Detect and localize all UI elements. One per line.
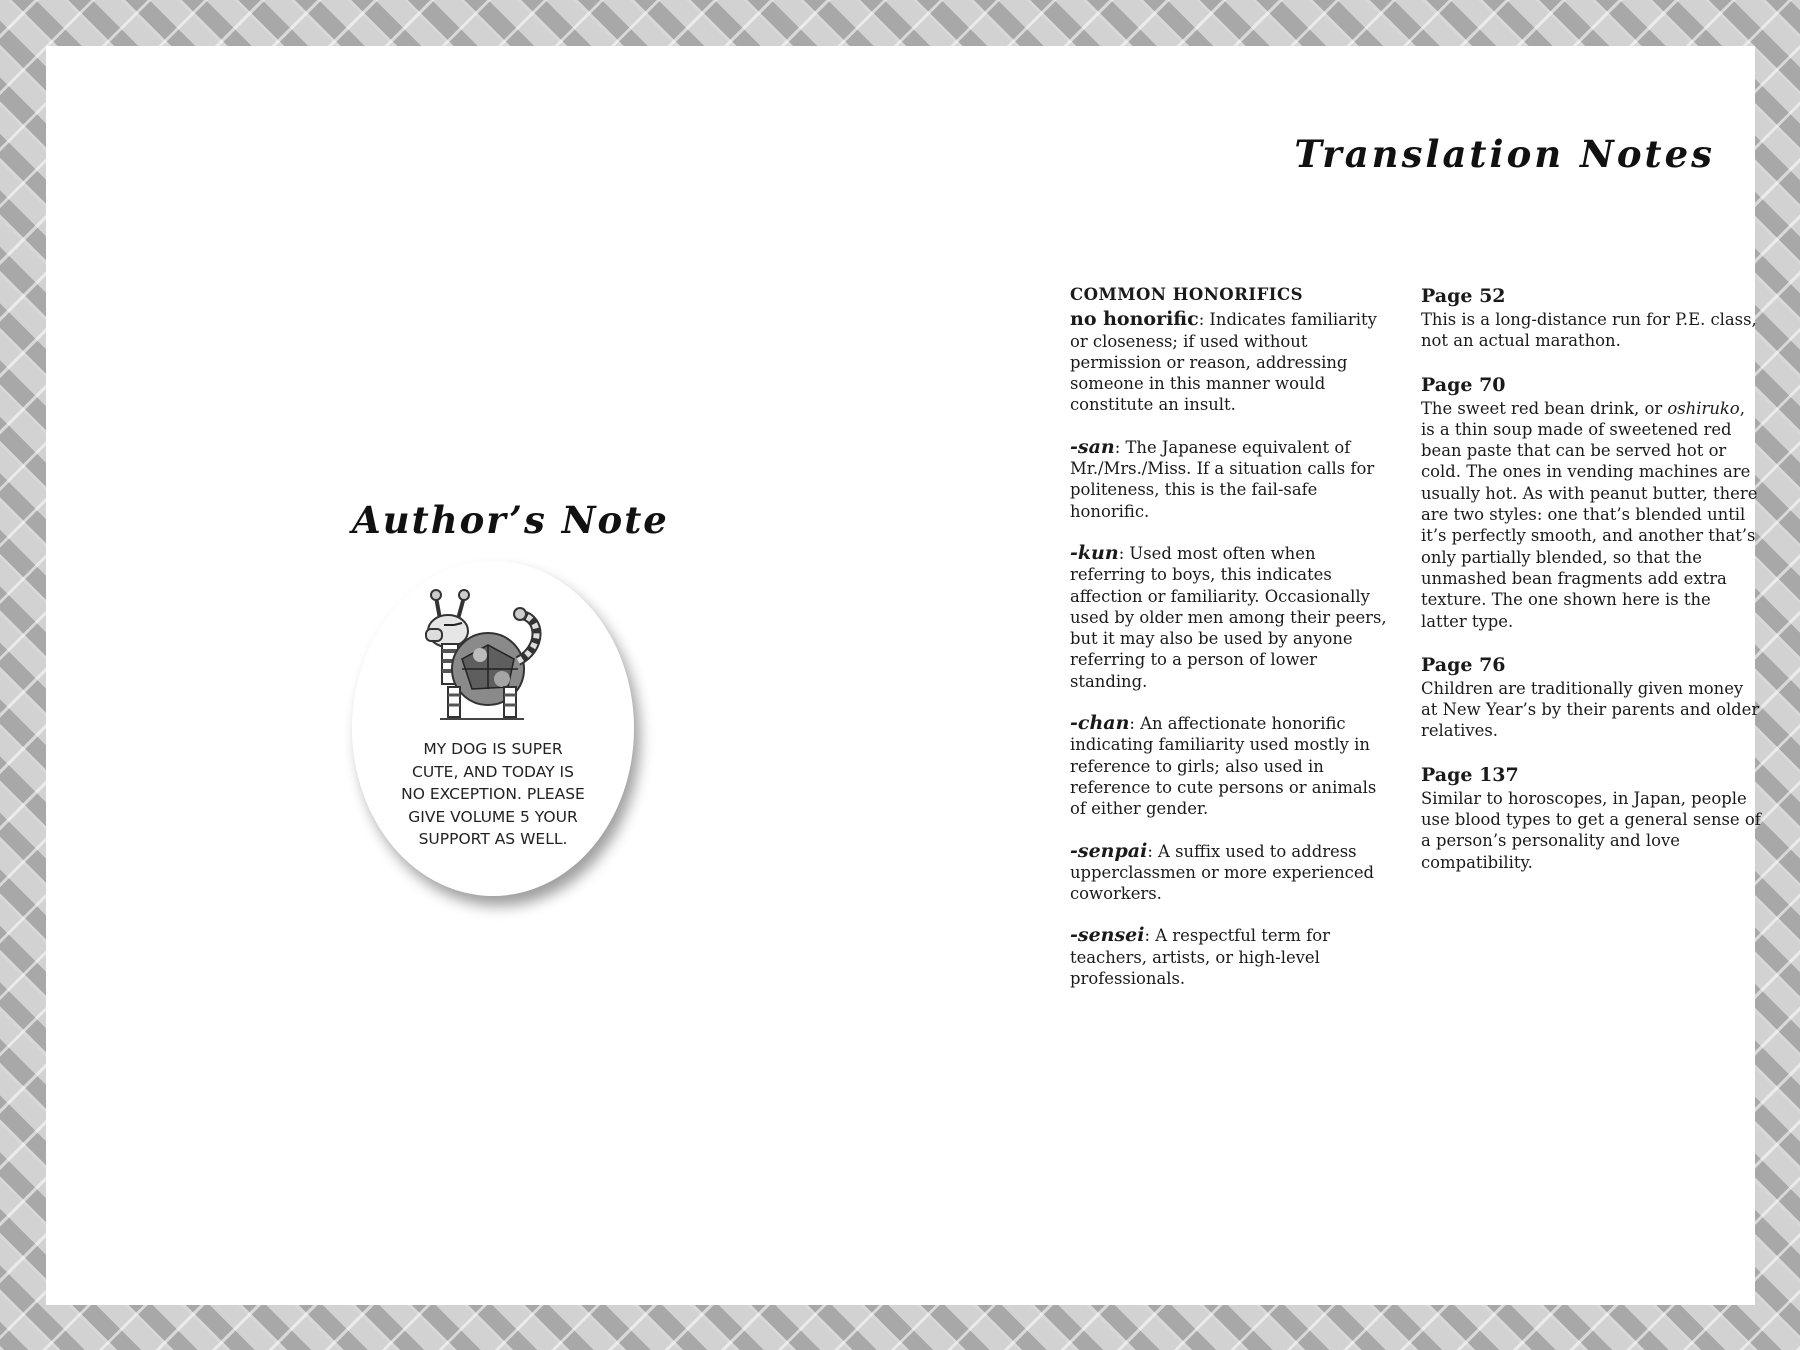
- page-note-text: , is a thin soup made of sweetened red bean paste that can be served hot or cold. The ones in vending machines are usually hot. As with peanut butter, there are two styles: one that’s blended until it’s perfectly smooth, and another that’s only partially blended, so that the unmashed bean fragments add extra texture. The one shown here is the latter type.: [1421, 398, 1758, 631]
- author-note-bubble: [352, 561, 634, 896]
- honorific-entry: [1070, 543, 1395, 692]
- honorific-entry: [1070, 925, 1395, 989]
- page-note-body: [1421, 678, 1761, 742]
- honorific-term: -sensei: [1070, 924, 1145, 947]
- page-note-text: The sweet red bean drink, or: [1421, 398, 1668, 418]
- page-notes-column: [1421, 284, 1761, 894]
- honorific-definition: : An affectionate honorific indicating familiarity used mostly in reference to girls; also used in reference to cute persons or animals of either gender.: [1070, 714, 1377, 819]
- author-note-message: MY DOG IS SUPER CUTE, AND TODAY IS NO EXCEPTION. PLEASE GIVE VOLUME 5 YOUR SUPPORT AS WELL.: [401, 740, 585, 848]
- page-note-body: [1421, 788, 1761, 873]
- page-note: [1421, 653, 1761, 742]
- page-note-text: Similar to horoscopes, in Japan, people use blood types to get a general sense of a person’s personality and love compatibility.: [1421, 788, 1761, 872]
- honorific-entry: [1070, 309, 1395, 415]
- honorific-definition: : The Japanese equivalent of Mr./Mrs./Miss. If a situation calls for politeness, this is the fail-safe honorific.: [1070, 437, 1375, 521]
- translation-notes-title: Translation Notes: [1294, 132, 1715, 176]
- striped-dog-icon: [422, 589, 562, 734]
- page-note-text: This is a long-distance run for P.E. class, not an actual marathon.: [1421, 310, 1757, 351]
- honorific-entry: [1070, 437, 1395, 522]
- honorific-term: -senpai: [1070, 839, 1148, 862]
- author-note-title: Author’s Note: [352, 498, 669, 542]
- honorifics-heading: COMMON HONORIFICS: [1070, 285, 1304, 304]
- page-note-title: Page 52: [1421, 285, 1506, 307]
- honorific-entry: [1070, 713, 1395, 819]
- page-note-text: Children are traditionally given money at New Year’s by their parents and older relatives.: [1421, 678, 1760, 741]
- page-note-italic-term: oshiruko: [1667, 398, 1740, 418]
- book-spread: [46, 46, 1761, 1305]
- page-note-title: Page 137: [1421, 763, 1519, 786]
- page-note-body: [1421, 309, 1761, 352]
- page-note-title: Page 76: [1421, 653, 1506, 676]
- honorific-term: -kun: [1070, 541, 1119, 564]
- honorific-definition: : Used most often when referring to boys, this indicates affection or familiarity. Occasionally used by older men among their peers, but it may also be used by anyone referring to a person of lower standing.: [1070, 543, 1387, 691]
- page-note-body: [1421, 398, 1761, 632]
- honorific-term: -san: [1070, 435, 1115, 458]
- honorifics-column: [1070, 284, 1395, 1010]
- honorific-definition: : A suffix used to address upperclassmen or more experienced coworkers.: [1070, 841, 1375, 904]
- honorific-definition: : A respectful term for teachers, artists, or high-level professionals.: [1070, 926, 1330, 989]
- honorific-definition: : Indicates familiarity or closeness; if used without permission or reason, addressing someone in this manner would constitute an insult.: [1070, 310, 1377, 415]
- page-note: [1421, 284, 1761, 352]
- page-note-title: Page 70: [1421, 373, 1506, 396]
- page-note: [1421, 373, 1761, 632]
- honorific-entry: [1070, 841, 1395, 905]
- honorific-term: no honorific: [1070, 308, 1199, 331]
- honorific-term: -chan: [1070, 712, 1130, 735]
- page-note: [1421, 763, 1761, 873]
